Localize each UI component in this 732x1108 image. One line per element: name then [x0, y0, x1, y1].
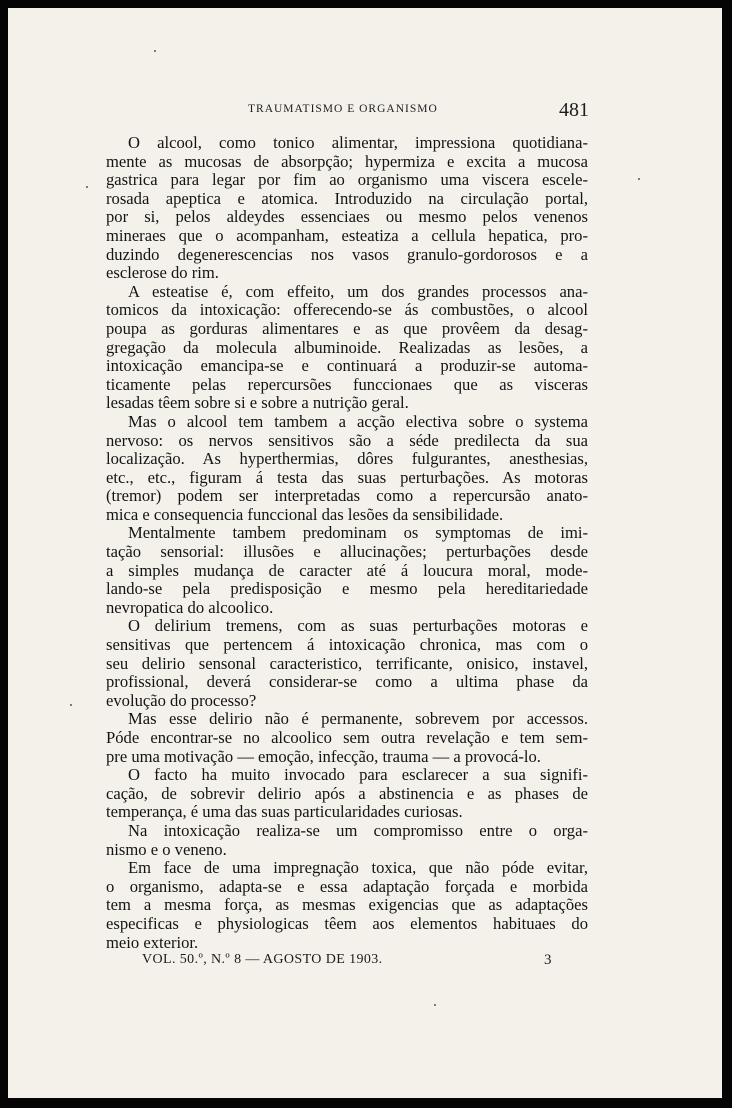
page-footer — [8, 952, 722, 974]
text-line: mente as mucosas de absorpção; hypermiza e excita a mucosa — [106, 151, 588, 171]
text-line: O alcool, como tonico alimentar, impressiona quotidiana- — [128, 133, 588, 152]
body-text — [106, 134, 588, 952]
text-line: seu delirio sensonal caracteristico, terrificante, onisico, instavel, — [106, 653, 588, 673]
text-line: mica e consequencia funccional das lesões da sensibilidade. — [106, 504, 504, 524]
text-line: sensitivas que pertencem á intoxicação chronica, mas com o — [106, 635, 588, 655]
text-line: lando-se pela predisposição e mesmo pela hereditariedade — [106, 579, 588, 599]
text-line: meio exterior. — [106, 932, 199, 952]
text-line: gregação da molecula albuminoide. Realizadas as lesões, a — [106, 337, 588, 357]
text-line: rosada apeptica e atomica. Introduzido na circulação portal, — [106, 188, 588, 208]
text-line: intoxicação emancipa-se e continuará a produzir-se automa- — [106, 356, 588, 376]
text-line: nismo e o veneno. — [106, 839, 227, 859]
paper-speck — [638, 178, 640, 180]
paper-speck — [154, 50, 156, 52]
text-line: Mas o alcool tem tambem a acção electiva sobre o systema — [128, 411, 588, 431]
text-line: cação, de sobrevir delirio após a abstinencia e as phases de — [106, 783, 588, 803]
text-line: A esteatise é, com effeito, um dos grandes processos ana- — [128, 281, 588, 301]
text-line: Mentalmente tambem predominam os symptomas de imi- — [128, 523, 588, 543]
signature-mark: 3 — [544, 952, 552, 968]
text-line: Em face de uma impregnação toxica, que não póde evitar, — [128, 858, 588, 878]
running-title: TRAUMATISMO E ORGANISMO — [248, 103, 438, 115]
text-line: O facto ha muito invocado para esclarecer a sua signifi- — [128, 765, 588, 785]
text-line: tação sensorial: illusões e allucinações; perturbações desde — [106, 542, 588, 562]
text-line: tem a mesma força, as mesmas exigencias que as adaptações — [106, 895, 588, 915]
text-line: mineraes que o acompanham, esteatiza a cellula hepatica, pro- — [106, 225, 588, 245]
paper-speck — [70, 704, 72, 706]
text-line: Mas esse delirio não é permanente, sobrevem por accessos. — [128, 709, 588, 729]
text-line: a simples mudança de caracter até á loucura moral, mode- — [106, 560, 588, 580]
text-line: tomicos da intoxicação: offerecendo-se ás combustões, o alcool — [106, 300, 588, 320]
text-line: nevropatica do alcoolico. — [106, 597, 274, 617]
text-line: nervoso: os nervos sensitivos são a séde predilecta da sua — [106, 430, 588, 450]
text-line: O delirium tremens, com as suas perturbações motoras e — [128, 616, 588, 636]
text-line: pre uma motivação — emoção, infecção, trauma — a provocá-lo. — [106, 746, 541, 766]
text-line: duzindo degenerescencias nos vasos granulo-gordorosos e a — [106, 244, 588, 264]
text-line: esclerose do rim. — [106, 263, 219, 283]
issue-info: VOL. 50.º, N.º 8 — AGOSTO DE 1903. — [142, 952, 383, 967]
text-line: evolução do processo? — [106, 690, 257, 710]
paper-speck — [434, 1004, 436, 1006]
text-line: poupa as gorduras alimentares e as que provêem da desag- — [106, 318, 588, 338]
text-line: (tremor) podem ser interpretadas como a repercursão anato- — [106, 486, 588, 506]
text-line: Póde encontrar-se no alcoolico sem outra revelação e tem sem- — [106, 728, 588, 747]
text-line: gastrica para legar por fim ao organismo uma viscera escele- — [106, 170, 588, 190]
book-page — [8, 8, 722, 1098]
text-line: especificas e physiologicas têem aos elementos habituaes do — [106, 913, 588, 933]
paper-speck — [86, 186, 88, 188]
text-line: temperança, é uma das suas particularidades curiosas. — [106, 802, 463, 822]
text-line: o organismo, adapta-se e essa adaptação forçada e morbida — [106, 876, 588, 896]
text-line: por si, pelos aldeydes essenciaes ou mesmo pelos venenos — [106, 207, 588, 227]
text-line: profissional, deverá considerar-se como a ultima phase da — [106, 672, 588, 692]
page-header — [8, 101, 722, 123]
page-number: 481 — [559, 99, 589, 121]
text-line: etc., etc., figuram á testa das suas perturbações. As motoras — [106, 467, 588, 487]
text-line: localização. As hyperthermias, dôres fulgurantes, anesthesias, — [106, 449, 588, 469]
text-line: lesadas têem sobre si e sobre a nutrição geral. — [106, 393, 409, 413]
text-line: ticamente pelas repercursões funccionaes que as visceras — [106, 374, 588, 394]
text-line: Na intoxicação realiza-se um compromisso entre o orga- — [128, 820, 588, 840]
